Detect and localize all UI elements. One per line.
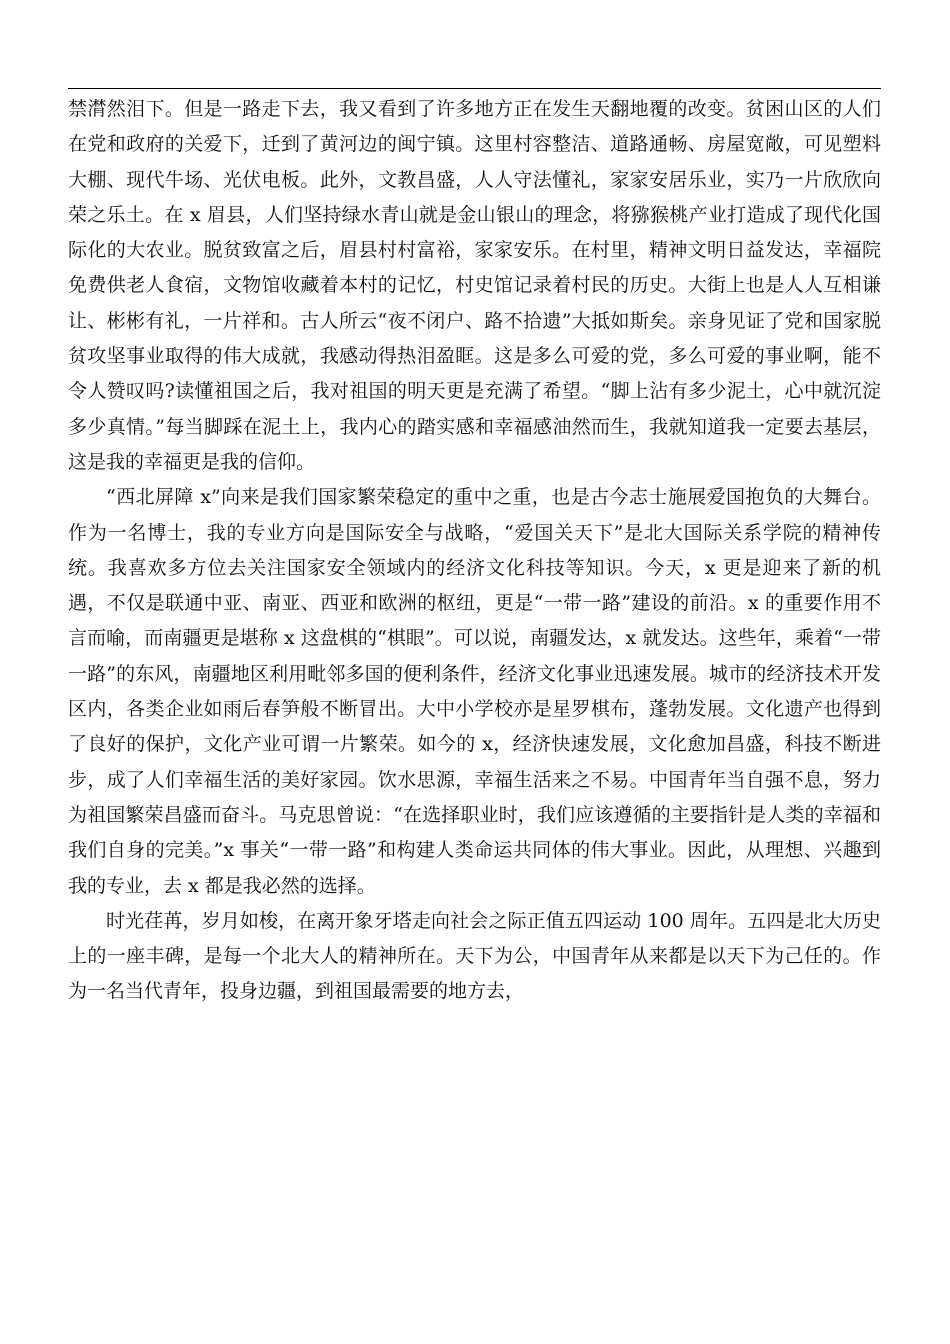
paragraph-3: 时光荏苒，岁月如梭，在离开象牙塔走向社会之际正值五四运动 100 周年。五四是北大历史上的一座丰碑，是每一个北大人的精神所在。天下为公，中国青年从来都是以天下为己任的。作为一名当代青年，投身边疆，到祖国最需要的地方去， — [68, 909, 881, 1003]
paragraph-2: “西北屏障 x”向来是我们国家繁荣稳定的重中之重，也是古今志士施展爱国抱负的大舞台。作为一名博士，我的专业方向是国际安全与战略，“爱国关天下”是北大国际关系学院的精神传统。我喜欢多方位去关注国家安全领域内的经济文化科技等知识。今天，x 更是迎来了新的机遇，不仅是联通中亚、南亚、西亚和欧洲的枢纽，更是“一带一路”建设的前沿。x 的重要作用不言而喻，而南疆更是堪称 x 这盘棋的“棋眼”。可以说，南疆发达，x 就发达。这些年，乘着“一带一路”的东风，南疆地区利用毗邻多国的便利条件，经济文化事业迅速发展。城市的经济技术开发区内，各类企业如雨后春笋般不断冒出。大中小学校亦是星罗棋布，蓬勃发展。文化遗产也得到了良好的保护，文化产业可谓一片繁荣。如今的 x，经济快速发展，文化愈加昌盛，科技不断进步，成了人们幸福生活的美好家园。饮水思源，幸福生活来之不易。中国青年当自强不息，努力为祖国繁荣昌盛而奋斗。马克思曾说：“在选择职业时，我们应该遵循的主要指针是人类的幸福和我们自身的完美。”x 事关“一带一路”和构建人类命运共同体的伟大事业。因此，从理想、兴趣到我的专业，去 x 都是我必然的选择。 — [68, 486, 881, 897]
body-text — [68, 92, 881, 1010]
paragraph-1: 禁潸然泪下。但是一路走下去，我又看到了许多地方正在发生天翻地覆的改变。贫困山区的人们在党和政府的关爱下，迁到了黄河边的闽宁镇。这里村容整洁、道路通畅、房屋宽敞，可见塑料大棚、现代牛场、光伏电板。此外，文教昌盛，人人守法懂礼，家家安居乐业，实乃一片欣欣向荣之乐土。在 x 眉县，人们坚持绿水青山就是金山银山的理念，将猕猴桃产业打造成了现代化国际化的大农业。脱贫致富之后，眉县村村富裕，家家安乐。在村里，精神文明日益发达，幸福院免费供老人食宿，文物馆收藏着本村的记忆，村史馆记录着村民的历史。大街上也是人人互相谦让、彬彬有礼，一片祥和。古人所云“夜不闭户、路不拾遗”大抵如斯矣。亲身见证了党和国家脱贫攻坚事业取得的伟大成就，我感动得热泪盈眶。这是多么可爱的党，多么可爱的事业啊，能不令人赞叹吗?读懂祖国之后，我对祖国的明天更是充满了希望。“脚上沾有多少泥土，心中就沉淀多少真情。”每当脚踩在泥土上，我内心的踏实感和幸福感油然而生，我就知道我一定要去基层，这是我的幸福更是我的信仰。 — [68, 98, 881, 473]
header-rule — [68, 88, 881, 89]
